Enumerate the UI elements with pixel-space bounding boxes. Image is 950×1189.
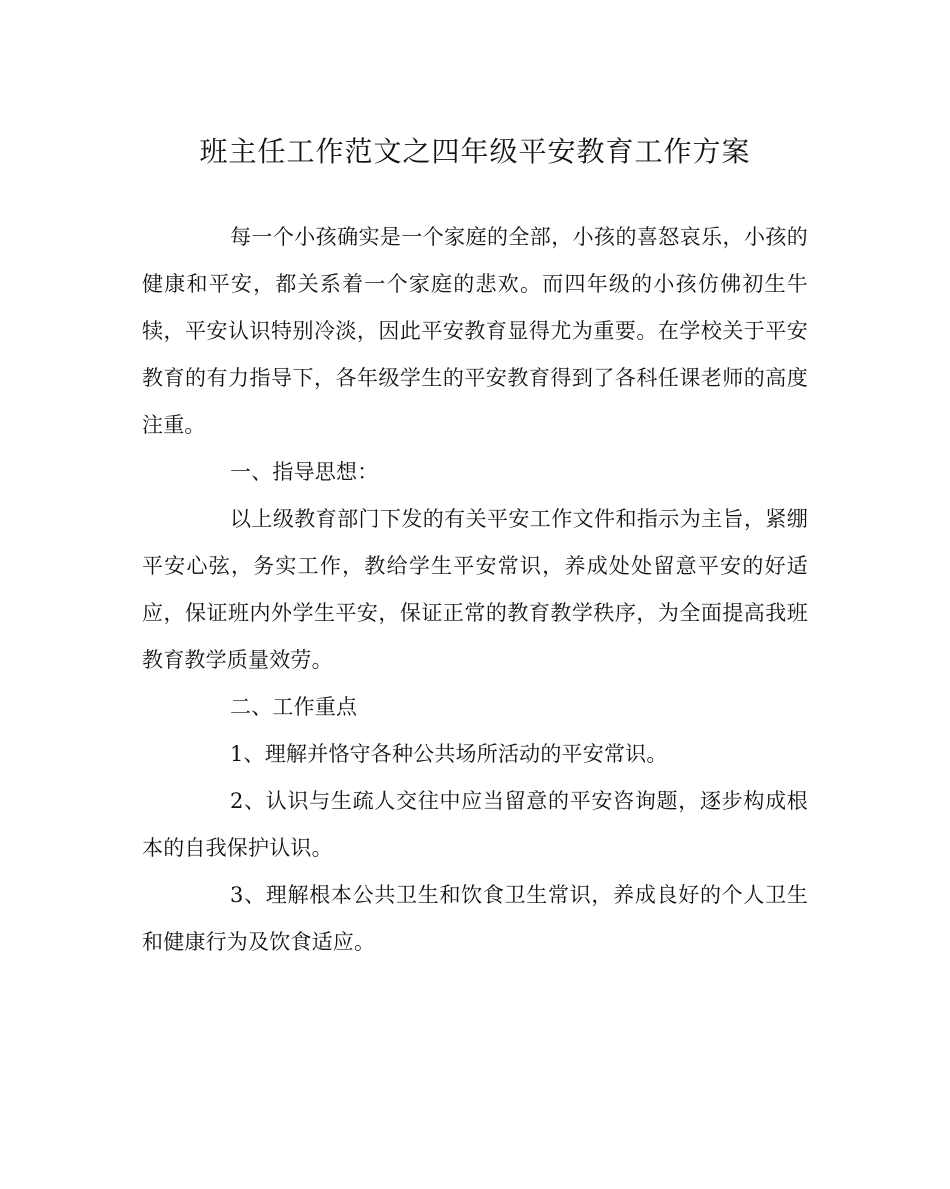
work-focus-item-2: 2、认识与生疏人交往中应当留意的平安咨询题，逐步构成根本的自我保护认识。 (142, 789, 808, 860)
work-focus-item-3: 3、理解根本公共卫生和饮食卫生常识，养成良好的个人卫生和健康行为及饮食适应。 (142, 883, 808, 954)
guiding-ideology-paragraph: 以上级教育部门下发的有关平安工作文件和指示为主旨，紧绷平安心弦，务实工作，教给学生平安常识，养成处处留意平安的好适应，保证班内外学生平安，保证正常的教育教学秩序，为全面提高我班教育教学质量效劳。 (142, 507, 808, 672)
document-body (142, 214, 808, 966)
section-heading-guiding-ideology: 一、指导思想： (230, 460, 379, 484)
document-title: 班主任工作范文之四年级平安教育工作方案 (199, 135, 751, 168)
section-heading-work-focus: 二、工作重点 (230, 695, 358, 719)
intro-paragraph: 每一个小孩确实是一个家庭的全部，小孩的喜怒哀乐，小孩的健康和平安，都关系着一个家庭的悲欢。而四年级的小孩仿佛初生牛犊，平安认识特别冷淡，因此平安教育显得尤为重要。在学校关于平安教育的有力指导下，各年级学生的平安教育得到了各科任课老师的高度注重。 (142, 225, 808, 437)
work-focus-item-1: 1、理解并恪守各种公共场所活动的平安常识。 (230, 742, 668, 766)
